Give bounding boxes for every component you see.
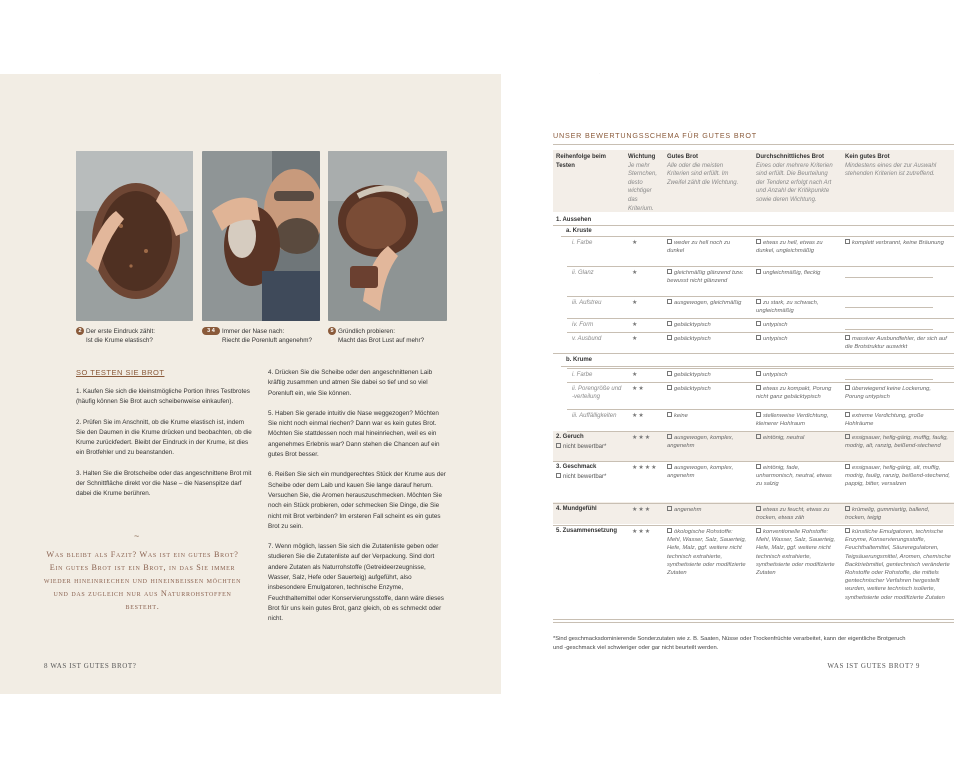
cell-good-text: ausgewogen, komplex, angenehm [667,465,734,480]
checkbox[interactable] [667,506,672,511]
empty-cell-line [845,379,933,380]
category-mundgefuehl: 4. Mundgefühl [556,506,597,512]
cell-good-text: ausgewogen, gleichmäßig [674,300,742,306]
weight-stars [632,464,662,471]
weight-stars-text: ★ [632,300,639,306]
header-col-good [667,153,745,187]
pull-quote: Was bleibt als Fazit? Was ist ein gutes Brot? Ein gutes Brot ist ein Brot, in das Sie immer wieder hineinriechen und hineinbeißen möchten und das zugleich nur aus Naturrohstoffen besteht. [43,550,242,611]
cell-average-text: etwas zu feucht, etwas zu trocken, etwas zäh [756,507,830,522]
header-title: Wichtung [628,154,656,160]
right-page [501,74,960,694]
cell-good [667,412,747,420]
criterion-label [572,269,624,277]
row-divider [567,409,954,410]
weight-stars-text: ★★ [632,386,645,392]
checkbox[interactable] [845,385,850,390]
empty-cell-line [845,329,933,330]
criterion-label [572,335,624,343]
cell-average [756,321,838,329]
row-divider [553,503,954,504]
caption-photo-3-4 [202,327,312,345]
row-divider [567,368,954,369]
cell-good [667,506,747,514]
not-ratable-geschmack [556,473,606,480]
step-item [76,387,254,408]
cell-bad [845,434,951,450]
step-item [268,470,448,532]
weight-stars-text: ★★ [632,413,645,419]
cell-good-text: gebäcktypisch [674,336,711,342]
weight-stars [632,335,662,342]
cell-bad-text: überwiegend keine Lockerung, Porung untypisch [845,386,931,401]
cell-good-text: gleichmäßig glänzend bzw. bewusst nicht glänzend [667,270,744,285]
cell-average-text: untypisch [763,372,788,378]
header-col-average [756,153,838,205]
criterion-label [572,412,624,420]
header-title: Durchschnittliches Brot [756,154,825,160]
checkbox[interactable] [756,239,761,244]
caption-number-badge: 5 [328,327,336,335]
header-title: Kein gutes Brot [845,154,890,160]
caption-line: Macht das Brot Lust auf mehr? [338,337,425,344]
cell-bad [845,528,951,602]
category-geschmack: 3. Geschmack [556,464,597,470]
weight-stars-text: ★ [632,336,639,342]
cell-good-text: ausgewogen, komplex, angenehm [667,435,734,450]
cell-average [756,385,838,401]
photo-bread-squeeze [76,151,193,321]
caption-line: Immer der Nase nach: [222,328,285,335]
header-col-bad [845,153,953,179]
step-text: 4. Drücken Sie die Scheibe oder den angeschnittenen Laib kräftig zusammen und atmen Sie dabei so tief und so viel Porenluft ein, wie Sie können. [268,369,433,397]
weight-stars-text: ★ [632,270,639,276]
checkbox[interactable] [756,412,761,417]
checkbox[interactable] [667,299,672,304]
checkbox[interactable] [845,506,850,511]
weight-stars [632,269,662,276]
step-item [268,368,448,399]
row-divider [567,266,954,267]
cell-bad-text: künstliche Emulgatoren, technische Enzyme, Konservierungsstoffe, Feuchthaltemittel, Säureregulatoren, Teigsäuerungsmittel, Aromen, chemische Backtriebmittel, gentechnisch veränderte Rohstoffe oder Rohstoffe, die mittels gentechnischer Verfahren hergestellt wurden, weitere technisch isolierte, synthetisierte oder modifizierte Zutaten [845,529,951,601]
cell-good-text: keine [674,413,688,419]
table-bottom-rule [553,622,954,623]
criterion-label-text: ii. Porengröße und -verteilung [572,386,622,401]
checkbox[interactable] [756,335,761,340]
empty-cell-line [845,277,933,278]
criterion-label [572,385,624,401]
left-page [0,74,501,694]
row-divider [553,619,954,620]
cell-bad [845,335,951,351]
checkbox[interactable] [756,299,761,304]
checkbox[interactable] [667,239,672,244]
checkbox[interactable] [756,506,761,511]
criterion-label-text: v. Ausbund [572,336,602,342]
checkbox[interactable] [667,371,672,376]
checkbox[interactable] [756,434,761,439]
cell-average [756,269,838,277]
cell-average [756,299,838,315]
header-title: Reihenfolge beim Testen [556,154,607,169]
header-desc: Je mehr Sternchen, desto wichtiger das Kriterium. [628,162,658,212]
weight-stars [632,506,662,513]
cell-average [756,371,838,379]
checkbox[interactable] [667,321,672,326]
cell-good [667,321,747,329]
checkbox[interactable] [756,371,761,376]
criterion-label-text: iii. Aufstreu [572,300,602,306]
checkbox[interactable] [756,269,761,274]
cell-average-text: zu stark, zu schwach, ungleichmäßig [756,300,819,315]
row-divider [567,382,954,383]
checkbox[interactable] [556,443,561,448]
header-desc: Mindestens eines der zur Auswahl stehenden Kriterien ist zutreffend. [845,162,937,178]
step-text: 6. Reißen Sie sich ein mundgerechtes Stück der Krume aus der Scheibe oder dem Laib und kauen Sie lange darauf herum. Versuchen Sie, die Aromen herauszuschmecken. Möchten Sie noch ein Stück probieren, oder schmecken Sie Dinge, die Sie nicht mit Brot verbinden? Im ersteren Fall scheint es ein gutes Brot zu sein. [268,471,446,530]
cell-average [756,412,838,428]
step-text: 1. Kaufen Sie sich die kleinstmögliche Portion Ihres Testbrotes (häufig können Sie Brot auch scheibenweise einkaufen). [76,388,250,406]
empty-cell-line [845,307,933,308]
cell-average [756,528,838,577]
subcategory-kruste: a. Kruste [566,228,592,234]
checkbox[interactable] [845,464,850,469]
table-title: UNSER BEWERTUNGSSCHEMA FÜR GUTES BROT [553,131,757,140]
row-divider [553,525,954,526]
cell-average-text: eintönig, neutral [763,435,805,441]
step-text: 2. Prüfen Sie im Anschnitt, ob die Krume elastisch ist, indem Sie den Daumen in die Krume drücken und beobachten, ob die Krume zurückfedert. Bleibt der Eindruck in der Krume, ist dies ein Brotfehler und zu beanstanden. [76,418,252,457]
checkbox[interactable] [667,412,672,417]
row-divider [561,236,954,237]
cell-bad-text: essigsauer, hefig-gärig, muffig, faulig, modrig, alt, ranzig, beißend-stechend [845,435,949,450]
weight-stars [632,385,662,392]
criterion-label-text: i. Farbe [572,240,593,246]
weight-stars-text: ★ [632,372,639,378]
checkbox[interactable] [756,385,761,390]
checkbox[interactable] [756,464,761,469]
checkbox[interactable] [667,269,672,274]
photo-bread-taste [328,151,447,321]
step-item [76,469,254,500]
checkbox[interactable] [845,434,850,439]
cell-bad-text: krümelig, gummiartig, ballend, trocken, teigig [845,507,930,522]
header-col-order [556,153,616,170]
cell-good [667,464,747,480]
cell-good [667,385,747,393]
weight-stars-text: ★★★ [632,435,652,441]
cell-good-text: gebäcktypisch [674,322,711,328]
step-item [76,418,254,459]
cell-average [756,506,838,522]
weight-stars [632,239,662,246]
steps-column-1 [76,387,254,510]
checkbox[interactable] [756,321,761,326]
cell-average-text: etwas zu hell, etwas zu dunkel, ungleichmäßig [756,240,823,255]
checkbox[interactable] [667,434,672,439]
table-title-rule [553,144,954,145]
header-desc: Eines oder mehrere Kriterien sind erfüllt. Die Beurteilung der Tendenz erfolgt nach Art und Anzahl der Kritikpunkte sowie deren Wichtung. [756,162,833,203]
cell-bad [845,385,951,401]
cell-bad-text: komplett verbrannt, keine Bräunung [852,240,944,246]
steps-column-2 [268,368,448,635]
criterion-label-text: i. Farbe [572,372,593,378]
cell-bad [845,506,951,522]
cell-bad-text: extreme Verdichtung, große Hohlräume [845,413,924,428]
cell-good [667,371,747,379]
weight-stars-text: ★★★ [632,529,652,535]
cell-average-text: konventionelle Rohstoffe: Mehl, Wasser, Salz, Sauerteig, Hefe, Malz, ggf. weitere nicht technisch extrahierte, synthetisierte oder modifizierte Zutaten [756,529,836,577]
row-divider [553,353,954,354]
criterion-label [572,239,624,247]
cell-good-text: gebäcktypisch [674,372,711,378]
row-divider [567,431,954,432]
weight-stars [632,528,662,535]
header-col-weight [628,153,662,213]
step-item [268,409,448,460]
category-zusammensetzung: 5. Zusammensetzung [556,528,618,534]
checkbox[interactable] [845,239,850,244]
checkbox[interactable] [845,335,850,340]
weight-stars-text: ★ [632,322,639,328]
caption-photo-5 [328,327,424,345]
cell-good [667,269,747,285]
criterion-label [572,299,624,307]
caption-line: Ist die Krume elastisch? [86,337,153,344]
page-folio-left: 8 WAS IST GUTES BROT? [44,662,137,670]
cell-average [756,239,838,255]
cell-average [756,464,838,489]
caption-photo-2 [76,327,155,345]
weight-stars [632,371,662,378]
caption-number-badge: 2 [76,327,84,335]
photo-bread-smell [202,151,320,321]
checkbox[interactable] [667,464,672,469]
checkbox[interactable] [667,528,672,533]
criterion-label-text: ii. Glanz [572,270,594,276]
cell-good [667,299,747,307]
not-ratable-label: nicht bewertbar* [563,444,607,450]
category-aussehen: 1. Aussehen [556,217,592,223]
checkbox[interactable] [556,473,561,478]
weight-stars-text: ★★★ [632,507,652,513]
cell-bad-text: massiver Ausbundfehler, der sich auf die Brotstruktur auswirkt [845,336,947,351]
not-ratable-geruch [556,443,606,450]
cell-bad [845,239,951,247]
not-ratable-label: nicht bewertbar* [563,474,607,480]
cell-good [667,528,747,577]
weight-stars [632,321,662,328]
checkbox[interactable] [667,385,672,390]
checkbox[interactable] [845,412,850,417]
page-folio-right: WAS IST GUTES BROT? 9 [827,662,920,670]
criterion-label [572,371,624,379]
caption-line: Der erste Eindruck zählt: [86,328,155,335]
criterion-label [572,321,624,329]
cell-good [667,434,747,450]
weight-stars [632,434,662,441]
cell-good [667,335,747,343]
row-divider [567,318,954,319]
cell-good-text: angenehm [674,507,702,513]
cell-good [667,239,747,255]
row-divider [553,225,954,226]
footnote: *Sind geschmacksdominierende Sonderzutaten wie z. B. Saaten, Nüsse oder Trockenfrüchte verarbeitet, kann der eigentliche Brotgeruch und -geschmack viel schwieriger oder gar nicht beurteilt werden. [553,636,906,651]
cell-average [756,434,838,442]
row-divider [567,296,954,297]
cell-average-text: untypisch [763,322,788,328]
caption-line: Riecht die Porenluft angenehm? [222,337,312,344]
row-divider [561,366,954,367]
cell-good-text: ökologische Rohstoffe: Mehl, Wasser, Salz, Sauerteig, Hefe, Malz, ggf. weitere nicht technisch extrahierte, synthetisierte oder modifizierte Zutaten [667,529,747,577]
cell-average-text: etwas zu kompakt, Porung nicht ganz gebäcktypisch [756,386,832,401]
criterion-label-text: iv. Form [572,322,594,328]
criterion-label-text: iii. Auffälligkeiten [572,413,617,419]
step-text: 3. Halten Sie die Brotscheibe oder das angeschnittene Brot mit der Schnittfläche direkt vor die Nase – die Nasenspitze darf dabei die Krume berühren. [76,469,252,498]
cell-average [756,335,838,343]
step-text: 7. Wenn möglich, lassen Sie sich die Zutatenliste geben oder studieren Sie die Zutatenliste auf der Verpackung. Sind dort andere Zutaten als Naturrohstoffe (Getreideerzeugnisse, Wasser, Salz, Hefe oder Sauerteig) aufgeführt, also insbesondere Emulgatoren, technische Enzyme, Feuchthaltemittel oder Konservierungsstoffe, dann wäre dieses Brot für uns kein gutes Brot, ganz gleich, ob es schmeckt oder nicht. [268,543,444,623]
cell-good-text: gebäcktypisch [674,386,711,392]
subcategory-krume: b. Krume [566,357,593,363]
cell-average-text: eintönig, fade, unharmonisch, neutral, etwas zu salzig [756,465,832,488]
section-title: SO TESTEN SIE BROT [76,368,165,377]
tilde-divider: ~ [134,531,140,541]
cell-average-text: untypisch [763,336,788,342]
weight-stars-text: ★★★★ [632,465,658,471]
cell-bad-text: essigsauer, hefig-gärig, alt, muffig, modrig, faulig, ranzig, beißend-stechend, pappig, bitter, versalzen [845,465,951,488]
checkbox[interactable] [756,528,761,533]
caption-number-badge: 3 4 [202,327,220,335]
cell-bad [845,464,951,489]
cell-bad [845,412,951,428]
checkbox[interactable] [845,528,850,533]
step-item [268,542,448,624]
cell-good-text: weder zu hell noch zu dunkel [667,240,731,255]
row-divider [567,332,954,333]
row-divider [553,461,954,462]
weight-stars-text: ★ [632,240,639,246]
header-desc: Alle oder die meisten Kriterien sind erfüllt. Im Zweifel zählt die Wichtung. [667,162,739,186]
cell-average-text: stellenweise Verdichtung, kleinerer Hohlraum [756,413,829,428]
step-text: 5. Haben Sie gerade intuitiv die Nase weggezogen? Möchten Sie nicht noch einmal riechen? Dann war es kein gutes Brot. Möchten Sie stattdessen noch mal hineinriechen, weil es ein angenehmes Erlebnis war? Dann stehen die Chancen auf ein gutes Brot besser. [268,409,440,459]
weight-stars [632,299,662,306]
weight-stars [632,412,662,419]
checkbox[interactable] [667,335,672,340]
header-title: Gutes Brot [667,154,699,160]
cell-average-text: ungleichmäßig, fleckig [763,270,821,276]
category-geruch: 2. Geruch [556,434,584,440]
caption-line: Gründlich probieren: [338,328,396,335]
